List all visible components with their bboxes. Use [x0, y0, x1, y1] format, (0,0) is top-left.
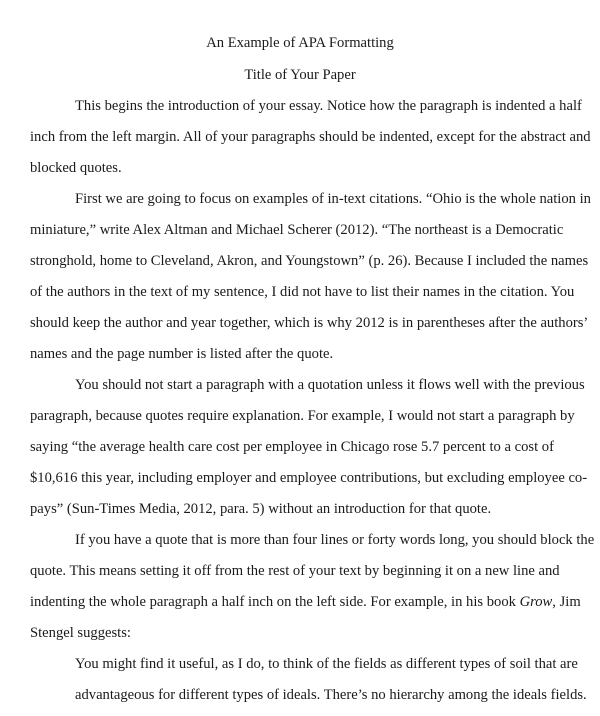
- paragraph-line: paragraph, because quotes require explanation. For example, I would not start a paragraph by: [30, 408, 575, 424]
- paragraph-line: pays” (Sun-Times Media, 2012, para. 5) without an introduction for that quote.: [30, 501, 492, 517]
- paragraph-line: miniature,” write Alex Altman and Michael Scherer (2012). “The northeast is a Democratic: [30, 222, 564, 238]
- paragraph-line: inch from the left margin. All of your paragraphs should be indented, except for the abstract and: [30, 129, 591, 145]
- paragraph-line: [30, 593, 581, 611]
- paragraph-text: indenting the whole paragraph a half inch on the left side. For example, in his book: [30, 594, 520, 610]
- paragraph-line: Stengel suggests:: [30, 625, 131, 641]
- paragraph-line: First we are going to focus on examples of in-text citations. “Ohio is the whole nation in: [75, 191, 591, 207]
- paragraph-line: names and the page number is listed after the quote.: [30, 346, 334, 362]
- paragraph-line: of the authors in the text of my sentence, I did not have to list their names in the citation. You: [30, 284, 575, 300]
- paragraph-text: , Jim: [552, 594, 581, 610]
- paragraph-line: blocked quotes.: [30, 160, 122, 176]
- paper-title: Title of Your Paper: [244, 67, 356, 83]
- paragraph-line: If you have a quote that is more than four lines or forty words long, you should block the: [75, 532, 595, 548]
- block-quote-line: advantageous for different types of ideals. There’s no hierarchy among the ideals fields.: [75, 687, 587, 703]
- paragraph-line: You should not start a paragraph with a quotation unless it flows well with the previous: [75, 377, 585, 393]
- document-heading: An Example of APA Formatting: [206, 35, 394, 51]
- paragraph-line: saying “the average health care cost per employee in Chicago rose 5.7 percent to a cost of: [30, 439, 554, 455]
- paragraph-line: should keep the author and year together, which is why 2012 is in parentheses after the authors’: [30, 315, 589, 331]
- paragraph-line: quote. This means setting it off from the rest of your text by beginning it on a new line and: [30, 563, 560, 579]
- book-title: Grow: [519, 594, 553, 610]
- paragraph-line: This begins the introduction of your essay. Notice how the paragraph is indented a half: [75, 98, 582, 114]
- paragraph-line: stronghold, home to Cleveland, Akron, and Youngstown” (p. 26). Because I included the names: [30, 253, 589, 269]
- paragraph-line: $10,616 this year, including employer and employee contributions, but excluding employee co-: [30, 470, 588, 486]
- block-quote-line: You might find it useful, as I do, to think of the fields as different types of soil that are: [75, 656, 578, 672]
